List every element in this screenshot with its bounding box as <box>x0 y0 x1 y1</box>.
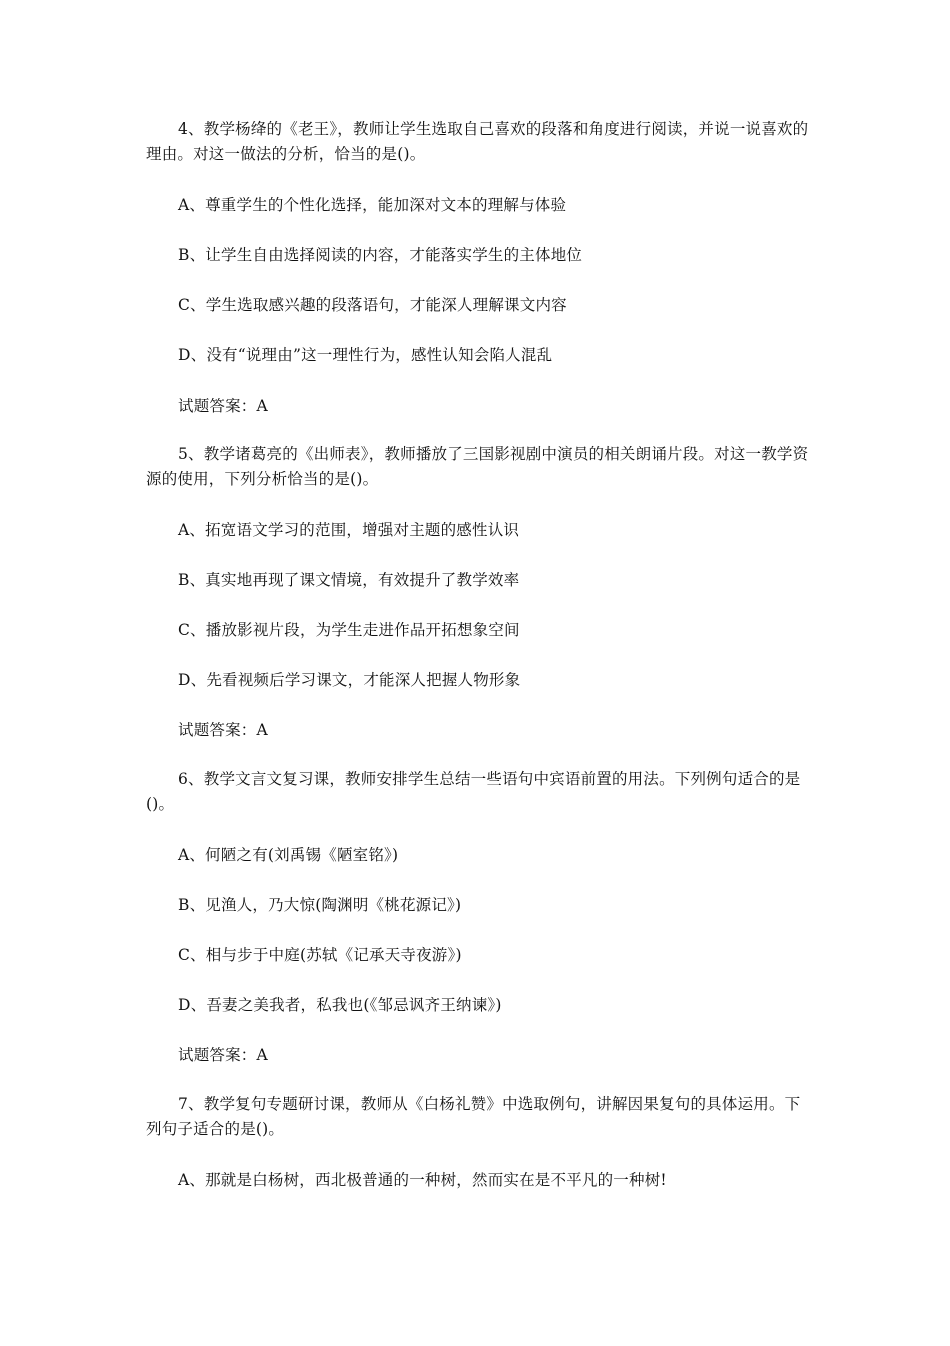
question-4-stem: 4、教学杨绛的《老王》，教师让学生选取自己喜欢的段落和角度进行阅读，并说一说喜欢的理由。对这一做法的分析，恰当的是()。 <box>146 120 809 163</box>
question-5-option-c: C、播放影视片段，为学生走进作品开拓想象空间 <box>178 621 520 639</box>
question-6-option-a: A、何陋之有(刘禹锡《陋室铭》) <box>178 846 399 864</box>
question-5-option-b: B、真实地再现了课文情境，有效提升了教学效率 <box>178 571 520 589</box>
question-4-option-c: C、学生选取感兴趣的段落语句，才能深人理解课文内容 <box>178 296 567 314</box>
question-6-answer: 试题答案：A <box>178 1046 268 1064</box>
question-5-option-d: D、先看视频后学习课文，才能深人把握人物形象 <box>178 671 521 689</box>
question-6-option-c: C、相与步于中庭(苏轼《记承天寺夜游》) <box>178 946 462 964</box>
question-4-option-a: A、尊重学生的个性化选择，能加深对文本的理解与体验 <box>178 196 567 214</box>
question-5-option-a: A、拓宽语文学习的范围，增强对主题的感性认识 <box>178 521 520 539</box>
question-4-answer: 试题答案：A <box>178 397 268 415</box>
question-6-stem: 6、教学文言文复习课，教师安排学生总结一些语句中宾语前置的用法。下列例句适合的是()。 <box>146 770 801 813</box>
question-6-option-b: B、见渔人，乃大惊(陶渊明《桃花源记》) <box>178 896 462 914</box>
question-5-answer: 试题答案：A <box>178 721 268 739</box>
question-5-stem: 5、教学诸葛亮的《出师表》，教师播放了三国影视剧中演员的相关朗诵片段。对这一教学资源的使用，下列分析恰当的是()。 <box>146 445 809 488</box>
question-6-option-d: D、吾妻之美我者，私我也(《邹忌讽齐王纳谏》) <box>178 996 502 1014</box>
question-4-option-d: D、没有“说理由”这一理性行为，感性认知会陷人混乱 <box>178 346 553 364</box>
question-7-option-a: A、那就是白杨树，西北极普通的一种树，然而实在是不平凡的一种树! <box>178 1171 667 1189</box>
question-7-stem: 7、教学复句专题研讨课，教师从《白杨礼赞》中选取例句，讲解因果复句的具体运用。下列句子适合的是()。 <box>146 1095 801 1138</box>
question-4-option-b: B、让学生自由选择阅读的内容，才能落实学生的主体地位 <box>178 246 583 264</box>
